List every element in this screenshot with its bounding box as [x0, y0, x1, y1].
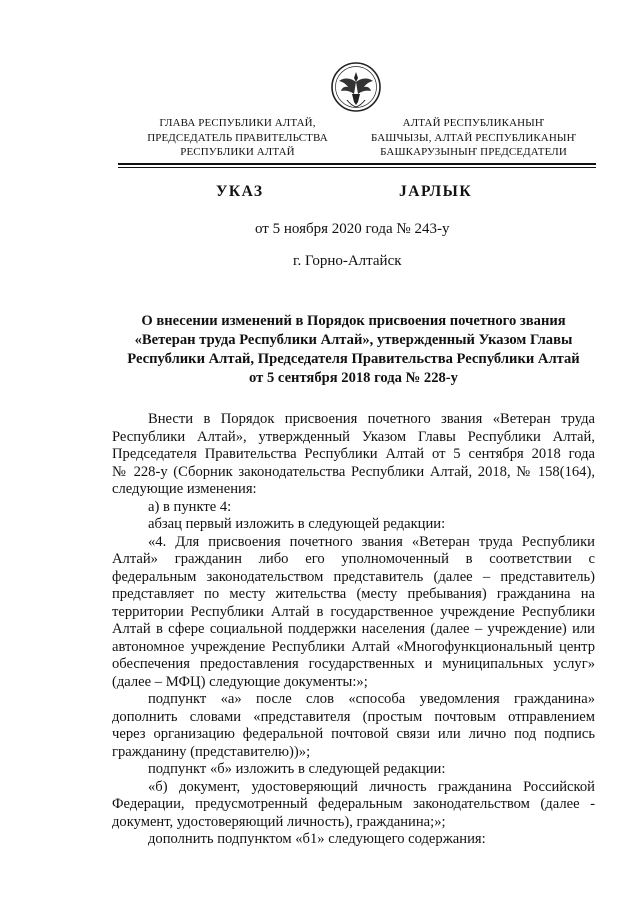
- title-line: «Ветеран труда Республики Алтай», утвержденный Указом Главы: [134, 332, 573, 348]
- body-line: Федерации, предусмотренный федеральным законодательством (далее -: [112, 796, 595, 812]
- title-line: Республики Алтай, Председателя Правительства Республики Алтай: [127, 351, 580, 367]
- body-line: федеральным законодательством представитель (далее – представитель): [112, 568, 595, 585]
- header-rule-thin: [118, 167, 596, 168]
- emblem: [330, 60, 382, 114]
- body-line: обеспечения предоставления государственных и муниципальных услуг»: [112, 656, 595, 672]
- title-line: О внесении изменений в Порядок присвоения почетного звания: [141, 313, 566, 329]
- body-line: Внести в Порядок присвоения почетного звания «Ветеран труда: [148, 411, 595, 427]
- header-rule-thick: [118, 163, 596, 165]
- body-line: территории Республики Алтай в государственное учреждение Республики: [112, 603, 595, 620]
- header-left-line: РЕСПУБЛИКИ АЛТАЙ: [180, 146, 295, 158]
- body-line: а) в пункте 4:: [148, 498, 232, 515]
- header-right: [356, 116, 591, 160]
- body-line: «б) документ, удостоверяющий личность гражданина Российской: [148, 778, 595, 795]
- body-line: следующие изменения:: [112, 481, 257, 497]
- header-left-line: ГЛАВА РЕСПУБЛИКИ АЛТАЙ,: [159, 117, 316, 129]
- city: г. Горно-Алтайск: [293, 253, 402, 269]
- header-left: [140, 116, 335, 160]
- body-line: Алтай» гражданин либо его уполномоченный в соответствии с: [112, 551, 595, 567]
- body-line: через организацию федеральной почтовой связи или лично под подпись: [112, 726, 595, 742]
- body-line: (далее – МФЦ) следующие документы:»;: [112, 673, 368, 690]
- body-line: № 228-у (Сборник законодательства Республики Алтай, 2018, № 158(164),: [112, 463, 595, 480]
- body-line: дополнить подпунктом «б1» следующего содержания:: [148, 831, 486, 847]
- paragraph-intro: [112, 411, 595, 849]
- header-left-line: ПРЕДСЕДАТЕЛЬ ПРАВИТЕЛЬСТВА: [147, 131, 328, 144]
- body-line: представляет по месту жительства (месту пребывания) гражданина на: [112, 586, 595, 602]
- date-number: от 5 ноября 2020 года № 243-у: [255, 221, 450, 237]
- body-line: автономное учреждение Республики Алтай «Многофункциональный центр: [112, 638, 595, 655]
- header-right-line: БАШЧЫЗЫ, АЛТАЙ РЕСПУБЛИКАНЫҤ: [370, 131, 577, 144]
- body-line: «4. Для присвоения почетного звания «Ветеран труда Республики: [148, 533, 595, 550]
- header-right-line: АЛТАЙ РЕСПУБЛИКАНЫҤ: [402, 117, 545, 129]
- body-line: Председателя Правительства Республики Алтай от 5 сентября 2018 года: [112, 446, 595, 462]
- title-line: от 5 сентября 2018 года № 228-у: [249, 370, 458, 386]
- doc-type-jarlyk: JАРЛЫК: [399, 183, 473, 200]
- body-line: дополнить словами «представителя (простым почтовым отправлением: [112, 708, 595, 725]
- body-line: документ, удостоверяющий личность), гражданина;»;: [112, 813, 446, 830]
- header-right-line: БАШКАРУЗЫНЫҤ ПРЕДСЕДАТЕЛИ: [380, 146, 567, 158]
- body-line: гражданину (представителю))»;: [112, 743, 311, 760]
- body-line: Алтай в сфере социальной поддержки населения (далее – учреждение) или: [112, 621, 595, 637]
- body-line: Республики Алтай», утвержденный Указом Главы Республики Алтай,: [112, 428, 595, 445]
- doc-type-ukaz: УКАЗ: [216, 183, 264, 200]
- document-title: [112, 312, 595, 388]
- body-line: подпункт «а» после слов «способа уведомления гражданина»: [148, 691, 595, 707]
- body-line: абзац первый изложить в следующей редакции:: [148, 516, 446, 532]
- body-line: подпункт «б» изложить в следующей редакции:: [148, 761, 446, 777]
